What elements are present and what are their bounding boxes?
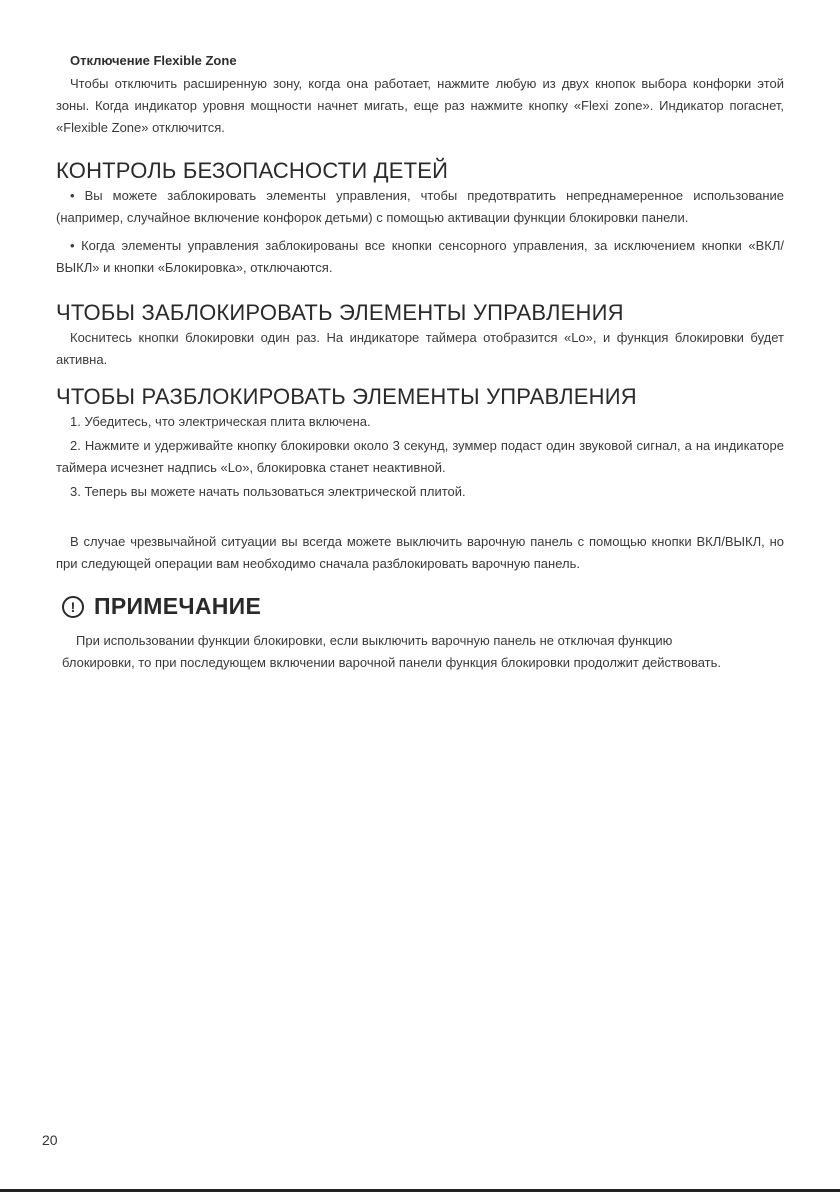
child-safety-heading: КОНТРОЛЬ БЕЗОПАСНОСТИ ДЕТЕЙ: [56, 158, 449, 183]
unlock-step-1: 1. Убедитесь, что электрическая плита включена.: [70, 414, 371, 429]
lock-heading: ЧТОБЫ ЗАБЛОКИРОВАТЬ ЭЛЕМЕНТЫ УПРАВЛЕНИЯ: [56, 300, 624, 325]
note-title: ПРИМЕЧАНИЕ: [94, 593, 262, 619]
page-content: [56, 52, 784, 674]
unlock-step-3: 3. Теперь вы можете начать пользоваться электрической плитой.: [70, 484, 466, 499]
note-text: При использовании функции блокировки, если выключить варочную панель не отключая функцию блокировки, то при последующем включении варочной панели функция блокировки продолжит действовать.: [62, 633, 721, 670]
exclamation-circle-icon: !: [62, 596, 84, 618]
page-number: 20: [42, 1132, 58, 1148]
unlock-heading: ЧТОБЫ РАЗБЛОКИРОВАТЬ ЭЛЕМЕНТЫ УПРАВЛЕНИЯ: [56, 384, 637, 409]
lock-text: Коснитесь кнопки блокировки один раз. На индикаторе таймера отобразится «Lo», и функция блокировки будет активна.: [56, 330, 784, 367]
child-safety-bullet-2: • Когда элементы управления заблокированы все кнопки сенсорного управления, за исключением кнопки «ВКЛ/ВЫКЛ» и кнопки «Блокировка», отключаются.: [56, 238, 784, 275]
emergency-text: В случае чрезвычайной ситуации вы всегда можете выключить варочную панель с помощью кнопки ВКЛ/ВЫКЛ, но при следующей операции вам необходимо сначала разблокировать варочную панель.: [56, 534, 784, 571]
note-header: [62, 593, 784, 620]
flexible-zone-subtitle: Отключение Flexible Zone: [70, 53, 237, 68]
unlock-step-2: 2. Нажмите и удерживайте кнопку блокировки около 3 секунд, зуммер подаст один звуковой сигнал, а на индикаторе таймера исчезнет надпись «Lo», блокировка станет неактивной.: [56, 438, 784, 475]
flexible-zone-text: Чтобы отключить расширенную зону, когда она работает, нажмите любую из двух кнопок выбора конфорки этой зоны. Когда индикатор уровня мощности начнет мигать, еще раз нажмите кнопку «Flexi zone». Индикатор погаснет, «Flexible Zone» отключится.: [56, 76, 784, 135]
child-safety-bullet-1: • Вы можете заблокировать элементы управления, чтобы предотвратить непреднамеренное использование (например, случайное включение конфорок детьми) с помощью активации функции блокировки панели.: [56, 188, 784, 225]
